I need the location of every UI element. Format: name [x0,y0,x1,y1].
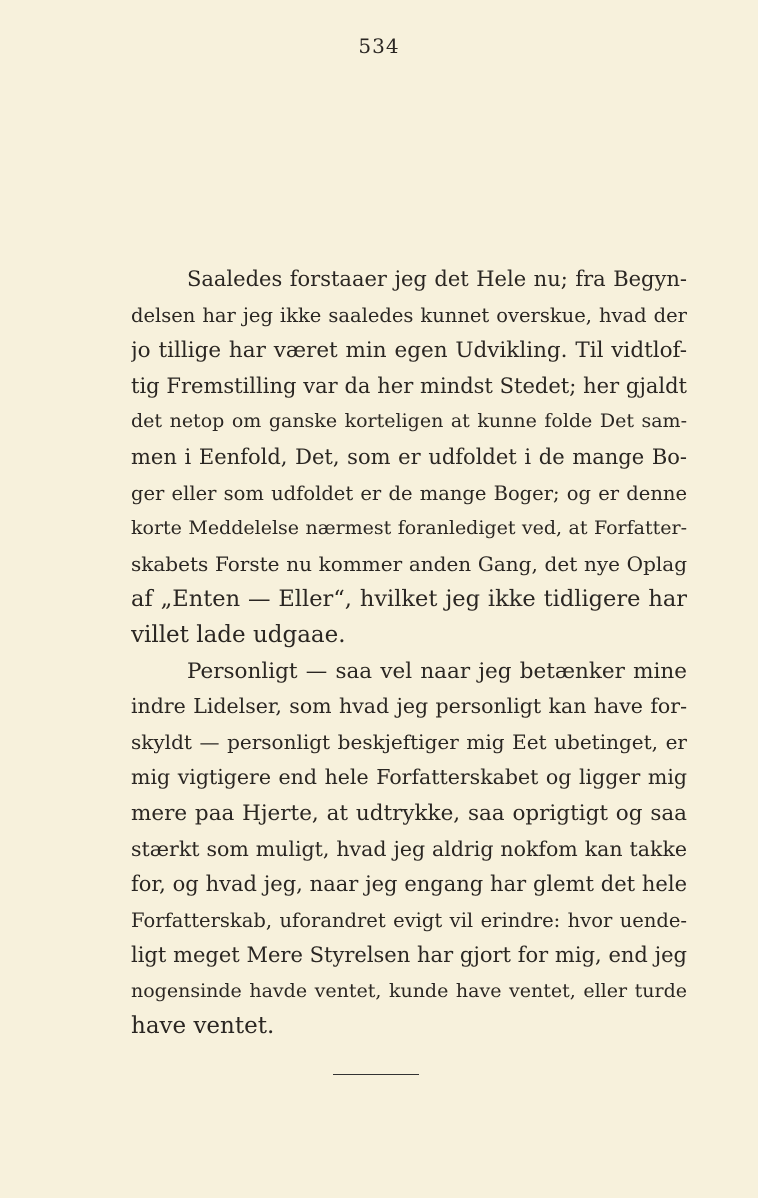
text-line: korte Meddelelse nærmest foranlediget ved, at Forfatter- [131,517,687,540]
text-line: skyldt — personligt beskjeftiger mig Eet ubetinget, er [131,729,687,754]
text-line: jo tillige har været min egen Udvikling. Til vidtlof- [131,338,687,364]
text-line: delsen har jeg ikke saaledes kunnet overskue, hvad der [131,303,687,327]
text-line: Personligt — saa vel naar jeg betænker mine [187,658,687,684]
text-line: tig Fremstilling var da her mindst Stedet; her gjaldt [131,373,687,398]
text-line: skabets Forste nu kommer anden Gang, det nye Oplag [131,551,687,576]
text-line: villet lade udgaae. [131,621,346,648]
section-divider [333,1074,419,1075]
text-line: have ventet. [131,1013,275,1040]
text-line: mere paa Hjerte, at udtrykke, saa oprigtigt og saa [131,800,687,826]
page-number: 534 [358,34,400,58]
text-line: stærkt som muligt, hvad jeg aldrig nokfom kan takke [131,836,687,861]
text-line: Saaledes forstaaer jeg det Hele nu; fra Begyn- [187,267,687,291]
text-line: Forfatterskab, uforandret evigt vil erindre: hvor uende- [131,908,687,932]
text-line: mig vigtigere end hele Forfatterskabet og ligger mig [131,765,687,790]
text-line: men i Eenfold, Det, som er udfoldet i de mange Bo- [131,444,687,469]
text-line: af „Enten — Eller“, hvilket jeg ikke tidligere har [131,586,687,613]
paragraph [131,654,687,1046]
text-line: for, og hvad jeg, naar jeg engang har glemt det hele [131,872,687,897]
paragraph [131,262,687,654]
text-line: ligt meget Mere Styrelsen har gjort for mig, end jeg [131,943,687,968]
text-line: nogensinde havde ventet, kunde have ventet, eller turde [131,979,687,1002]
text-line: ger eller som udfoldet er de mange Boger; og er denne [131,481,687,505]
body-text [131,262,687,1045]
text-line: det netop om ganske korteligen at kunne folde Det sam- [131,410,687,433]
text-line: indre Lidelser, som hvad jeg personligt kan have for- [131,694,687,719]
